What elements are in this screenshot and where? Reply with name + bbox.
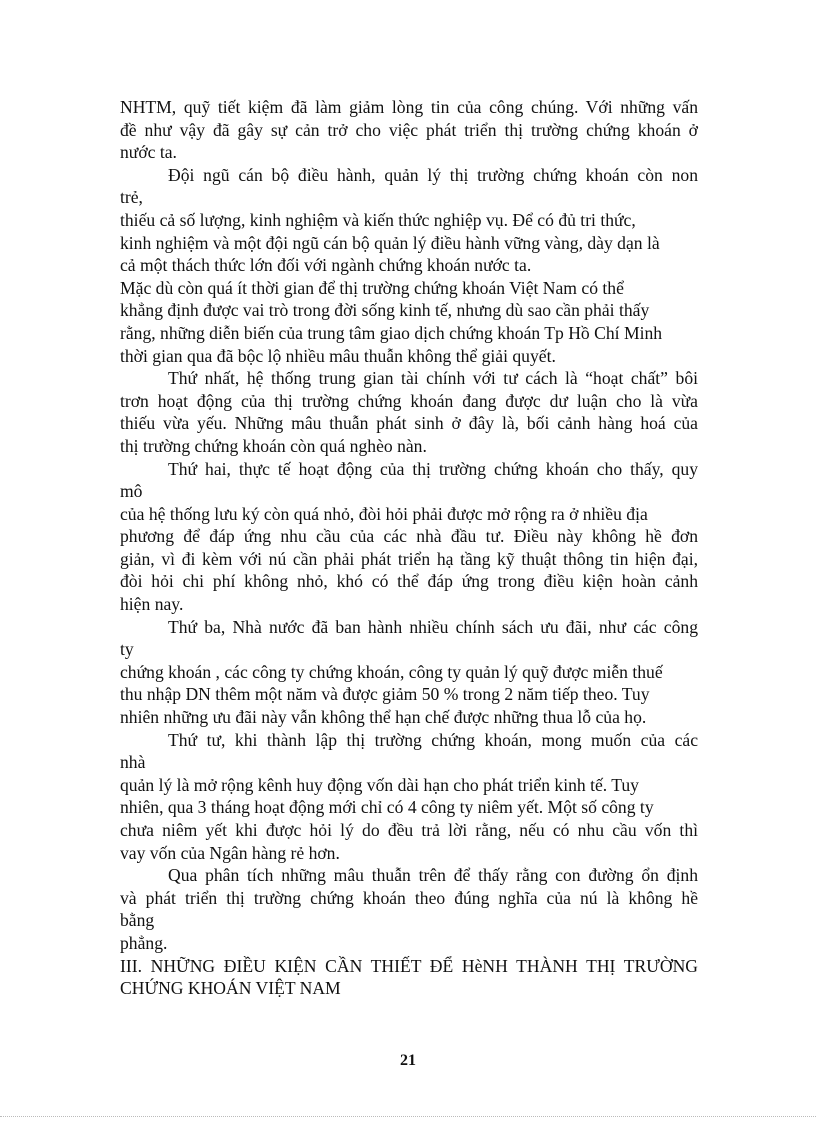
text-line: chứng khoán , các công ty chứng khoán, công ty quản lý quỹ được miễn thuế bbox=[120, 661, 663, 682]
text-line: thiếu vừa yếu. Những mâu thuẫn phát sinh ở đây là, bối cảnh hàng hoá của bbox=[120, 413, 698, 434]
text-line: phương để đáp ứng nhu cầu của các nhà đầu tư. Điều này không hề đơn bbox=[120, 526, 698, 547]
text-line: chưa niêm yết khi được hỏi lý do đều trả lời rằng, nếu có nhu cầu vốn thì bbox=[120, 820, 698, 840]
text-line: hiện nay. bbox=[120, 594, 184, 615]
text-line: trơn hoạt động của thị trường chứng khoán đang được dư luận cho là vừa bbox=[120, 390, 698, 411]
text-line: thiếu cả số lượng, kinh nghiệm và kiến thức nghiệp vụ. Để có đủ tri thức, bbox=[120, 209, 636, 230]
text-line: nhà bbox=[120, 752, 146, 773]
text-line: Thứ nhất, hệ thống trung gian tài chính với tư cách là “hoạt chất” bôi bbox=[168, 368, 698, 389]
text-line: Thứ ba, Nhà nước đã ban hành nhiều chính sách ưu đãi, như các công bbox=[168, 616, 698, 637]
text-line: thời gian qua đã bộc lộ nhiều mâu thuẫn không thể giải quyết. bbox=[120, 345, 556, 366]
body-text bbox=[120, 96, 698, 1000]
text-line: CHỨNG KHOÁN VIỆT NAM bbox=[120, 978, 341, 999]
text-line: bằng bbox=[120, 910, 155, 931]
text-line: khẳng định được vai trò trong đời sống kinh tế, nhưng dù sao cần phải thấy bbox=[120, 300, 650, 321]
page-number: 21 bbox=[400, 1052, 416, 1069]
text-line: mô bbox=[120, 481, 143, 502]
text-line: Mặc dù còn quá ít thời gian để thị trường chứng khoán Việt Nam có thể bbox=[120, 277, 624, 298]
text-line: Thứ hai, thực tế hoạt động của thị trường chứng khoán cho thấy, quy bbox=[168, 458, 698, 479]
text-line: NHTM, quỹ tiết kiệm đã làm giảm lòng tin của công chúng. Với những vấn bbox=[120, 97, 698, 117]
page-bottom-divider bbox=[0, 1116, 816, 1117]
text-line: Qua phân tích những mâu thuẫn trên để thấy rằng con đường ổn định bbox=[168, 865, 698, 886]
text-line: nước ta. bbox=[120, 142, 177, 163]
text-line: cả một thách thức lớn đối với ngành chứng khoán nước ta. bbox=[120, 255, 532, 276]
text-line: trẻ, bbox=[120, 187, 143, 208]
text-line: và phát triển thị trường chứng khoán theo đúng nghĩa của nú là không hề bbox=[120, 887, 698, 908]
text-line: nhiên, qua 3 tháng hoạt động mới chỉ có 4 công ty niêm yết. Một số công ty bbox=[120, 797, 654, 818]
text-line: của hệ thống lưu ký còn quá nhỏ, đòi hỏi phải được mở rộng ra ở nhiều địa bbox=[120, 503, 648, 524]
text-line: vay vốn của Ngân hàng rẻ hơn. bbox=[120, 842, 340, 863]
text-line: III. NHỮNG ĐIỀU KIỆN CẦN THIẾT ĐỂ HèNH THÀNH THỊ TRƯỜNG bbox=[120, 955, 698, 976]
text-line: kinh nghiệm và một đội ngũ cán bộ quản lý điều hành vững vàng, dày dạn là bbox=[120, 232, 660, 253]
text-line: đòi hỏi chi phí không nhỏ, khó có thể đáp ứng trong điều kiện hoàn cảnh bbox=[120, 571, 698, 592]
text-line: thu nhập DN thêm một năm và được giảm 50 % trong 2 năm tiếp theo. Tuy bbox=[120, 684, 650, 705]
text-line: Đội ngũ cán bộ điều hành, quản lý thị trường chứng khoán còn non bbox=[168, 164, 698, 185]
text-line: đề như vậy đã gây sự cản trở cho việc phát triển thị trường chứng khoán ở bbox=[120, 119, 698, 140]
text-line: phẳng. bbox=[120, 932, 168, 953]
text-line: rằng, những diễn biến của trung tâm giao dịch chứng khoán Tp Hồ Chí Minh bbox=[120, 322, 663, 343]
text-line: thị trường chứng khoán còn quá nghèo nàn. bbox=[120, 435, 427, 456]
text-line: ty bbox=[120, 639, 134, 660]
text-line: nhiên những ưu đãi này vẫn không thể hạn chế được những thua lỗ của họ. bbox=[120, 707, 647, 728]
text-line: Thứ tư, khi thành lập thị trường chứng khoán, mong muốn của các bbox=[168, 729, 698, 750]
text-line: quản lý là mở rộng kênh huy động vốn dài hạn cho phát triển kinh tế. Tuy bbox=[120, 774, 639, 795]
text-line: giản, vì đi kèm với nú cần phải phát triển hạ tầng kỹ thuật thông tin hiện đại, bbox=[120, 548, 698, 569]
